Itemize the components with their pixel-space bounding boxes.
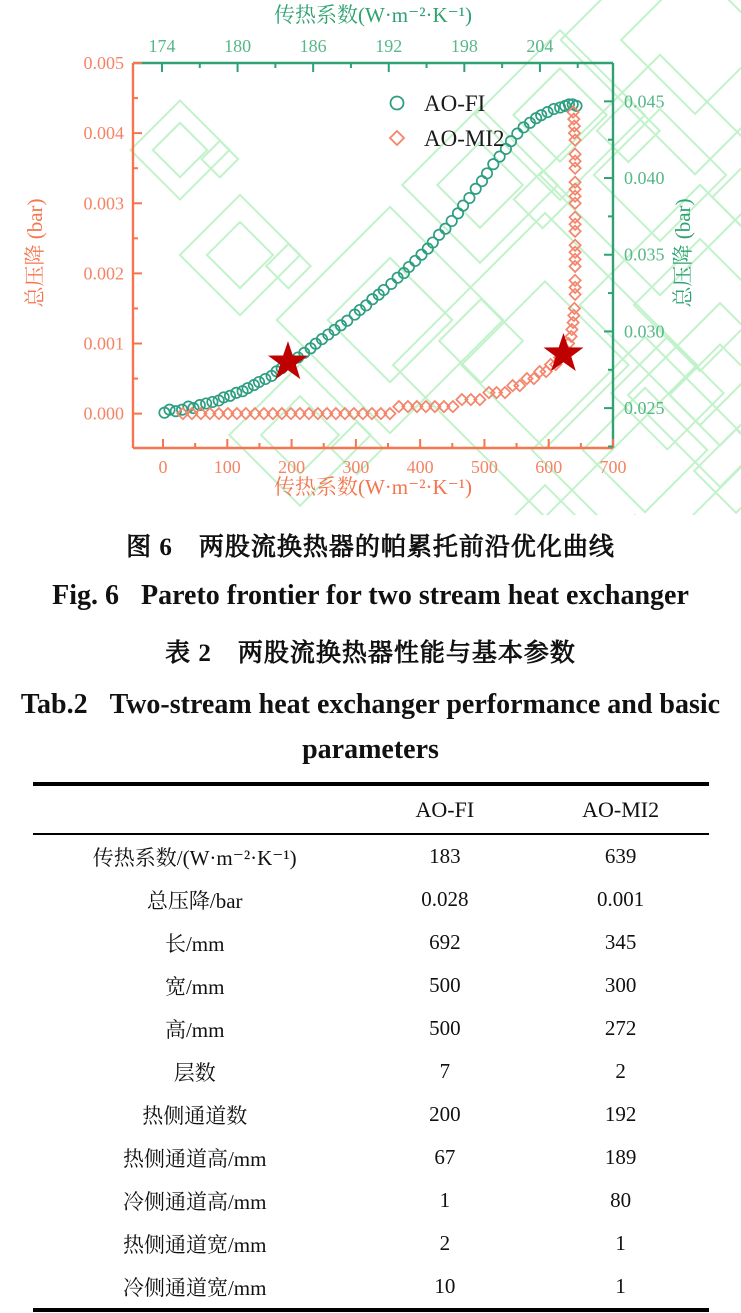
table-title-en-line2: parameters (302, 734, 439, 765)
table-title-zh-text: 两股流换热器性能与基本参数 (237, 640, 576, 667)
right-tick-label: 0.045 (624, 91, 665, 112)
figure-caption-zh (0, 532, 741, 564)
table-row (33, 1265, 709, 1310)
top-tick-label: 174 (148, 36, 176, 56)
top-tick-label: 198 (450, 36, 478, 56)
table-title-en-number: Tab.2 (20, 689, 88, 720)
bottom-tick-label: 400 (406, 457, 434, 477)
left-axis-title: 总压降 (bar) (23, 198, 47, 308)
value-cell: 7 (439, 1059, 451, 1083)
bottom-tick-label: 200 (278, 457, 306, 477)
param-cell: 热侧通道宽/mm (122, 1232, 267, 1257)
value-cell: 2 (439, 1231, 451, 1255)
left-tick-label: 0.005 (83, 53, 124, 73)
value-cell: 1 (615, 1274, 626, 1298)
table-row (33, 834, 709, 878)
right-tick-label: 0.025 (624, 398, 665, 419)
table-row (33, 1093, 709, 1136)
bottom-tick-label: 600 (535, 457, 563, 477)
param-cell: 热侧通道高/mm (122, 1146, 267, 1171)
right-tick-label: 0.035 (624, 244, 665, 265)
table-row (33, 1222, 709, 1265)
pareto-chart (0, 0, 741, 515)
top-tick-label: 180 (224, 36, 252, 56)
value-cell: 200 (429, 1102, 461, 1126)
param-cell: 冷侧通道高/mm (122, 1189, 267, 1214)
table-title-en (0, 682, 741, 772)
star-marker (544, 333, 584, 371)
top-tick-label: 186 (299, 36, 327, 56)
value-cell: 10 (434, 1274, 456, 1298)
value-cell: 692 (429, 930, 461, 954)
param-cell: 长/mm (164, 931, 225, 956)
bottom-axis (159, 439, 627, 477)
header-param (33, 784, 357, 834)
value-cell: 192 (604, 1102, 637, 1126)
value-cell: 345 (604, 930, 637, 954)
table-row (33, 1136, 709, 1179)
value-cell: 80 (610, 1188, 632, 1212)
table-header-row (33, 784, 709, 834)
table-title-zh (0, 638, 741, 670)
param-cell: 冷侧通道宽/mm (122, 1275, 267, 1300)
figure-caption-en-text: Pareto frontier for two stream heat exchanger (140, 580, 689, 611)
left-tick-label: 0.001 (83, 333, 124, 354)
left-tick-label: 0.002 (83, 263, 124, 284)
legend-label: AO-FI (424, 91, 486, 116)
figure-caption-zh-text: 两股流换热器的帕累托前沿优化曲线 (198, 534, 615, 561)
param-cell: 传热系数/(W·m⁻²·K⁻¹) (92, 845, 297, 870)
top-axis-title: 传热系数(W·m⁻²·K⁻¹) (273, 3, 473, 27)
value-cell: 272 (604, 1016, 637, 1040)
header-ao-mi2: AO-MI2 (533, 784, 709, 834)
value-cell: 300 (604, 973, 637, 997)
bottom-tick-label: 300 (342, 457, 370, 477)
table-row (33, 921, 709, 964)
param-cell: 宽/mm (164, 974, 225, 999)
legend-circle-marker (391, 97, 404, 110)
value-cell: 183 (429, 844, 461, 868)
value-cell: 500 (429, 973, 461, 997)
top-axis (148, 36, 577, 72)
figure-caption-en-number: Fig. 6 (52, 580, 119, 611)
legend-label: AO-MI2 (424, 126, 505, 151)
value-cell: 639 (604, 844, 637, 868)
param-cell: 层数 (173, 1060, 216, 1085)
value-cell: 2 (615, 1059, 626, 1083)
table-title-en-line1: Tab.2 Two-stream heat exchanger performance and basic (20, 689, 721, 720)
left-tick-label: 0.004 (83, 123, 124, 144)
table-row (33, 1007, 709, 1050)
bottom-tick-label: 700 (599, 457, 627, 477)
bottom-tick-label: 0 (158, 457, 168, 477)
legend-diamond-marker (390, 131, 404, 145)
parameters-table (33, 782, 709, 1312)
value-cell: 189 (604, 1145, 637, 1169)
chart-legend (390, 91, 505, 151)
table-row (33, 964, 709, 1007)
value-cell: 0.028 (421, 887, 469, 911)
bottom-tick-label: 500 (470, 457, 498, 477)
table-title-zh-number: 表 2 (165, 640, 212, 667)
value-cell: 500 (429, 1016, 461, 1040)
header-ao-fi: AO-FI (357, 784, 533, 834)
param-cell: 热侧通道数 (142, 1103, 248, 1128)
table-body (33, 834, 709, 1310)
bottom-axis-title: 传热系数(W·m⁻²·K⁻¹) (273, 475, 473, 499)
value-cell: 1 (439, 1188, 451, 1212)
table-row (33, 1179, 709, 1222)
figure-caption-en (0, 578, 741, 614)
table-row (33, 1050, 709, 1093)
param-cell: 高/mm (164, 1017, 225, 1042)
right-tick-label: 0.030 (624, 321, 665, 342)
top-tick-label: 192 (375, 36, 403, 56)
series-ao-fi (159, 99, 581, 418)
right-tick-label: 0.040 (624, 168, 665, 189)
figure-caption-zh-number: 图 6 (126, 534, 173, 561)
table-row (33, 878, 709, 921)
value-cell: 67 (434, 1145, 456, 1169)
bottom-tick-label: 100 (213, 457, 241, 477)
top-tick-label: 204 (526, 36, 554, 56)
param-cell: 总压降/bar (146, 888, 243, 913)
right-axis-title: 总压降 (bar) (671, 198, 695, 308)
left-tick-label: 0.000 (83, 403, 124, 424)
value-cell: 0.001 (596, 887, 645, 911)
left-tick-label: 0.003 (83, 193, 124, 214)
value-cell: 1 (615, 1231, 626, 1255)
